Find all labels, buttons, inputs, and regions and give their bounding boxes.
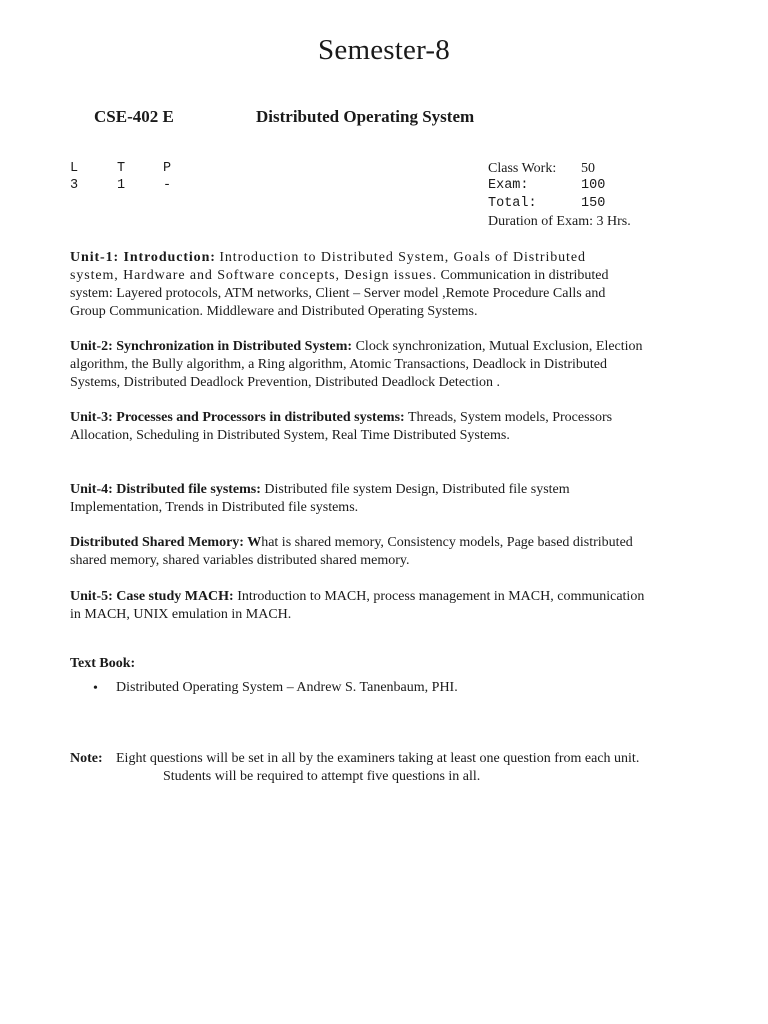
note-label: Note: — [70, 751, 103, 766]
unit-3-text-line: Allocation, Scheduling in Distributed System, Real Time Distributed Systems. — [70, 428, 510, 443]
shared-memory-heading: Distributed Shared Memory: W — [70, 535, 262, 550]
unit-2-heading: Unit-2: Synchronization in Distributed System: — [70, 339, 353, 354]
ltp-value-p: - — [163, 178, 172, 193]
unit-5-text-line: in MACH, UNIX emulation in MACH. — [70, 607, 292, 622]
ltp-label-p: P — [163, 161, 172, 176]
unit-2-text-line: Clock synchronization, Mutual Exclusion, Election — [355, 339, 643, 354]
unit-1-section — [70, 249, 710, 321]
note-text-line: Students will be required to attempt five questions in all. — [163, 769, 481, 784]
unit-1-heading: Unit-1: Introduction: — [70, 250, 216, 265]
page-title: Semester-8 — [318, 34, 450, 66]
unit-1-text-line: Group Communication. Middleware and Distributed Operating Systems. — [70, 304, 478, 319]
unit-1-text-line: Communication in distributed — [440, 268, 609, 283]
note-text-line: Eight questions will be set in all by the examiners taking at least one question from each unit. — [116, 751, 640, 766]
text-book-item: Distributed Operating System – Andrew S. Tanenbaum, PHI. — [116, 680, 458, 695]
ltp-label-l: L — [70, 161, 79, 176]
total-label: Total: — [488, 196, 537, 211]
unit-2-section — [70, 338, 710, 392]
class-work-value: 50 — [581, 161, 595, 176]
unit-5-heading: Unit-5: Case study MACH: — [70, 589, 234, 604]
unit-3-text-line: Threads, System models, Processors — [407, 410, 613, 425]
unit-2-text-line: algorithm, the Bully algorithm, a Ring algorithm, Atomic Transactions, Deadlock in Distributed — [70, 357, 607, 372]
shared-memory-text-line: hat is shared memory, Consistency models, Page based distributed — [261, 535, 633, 550]
unit-1-text-line: system: Layered protocols, ATM networks, Client – Server model ,Remote Procedure Calls and — [70, 286, 606, 301]
exam-label: Exam: — [488, 178, 529, 193]
unit-2-text-line: Systems, Distributed Deadlock Prevention, Distributed Deadlock Detection . — [70, 375, 501, 390]
unit-4-section — [70, 481, 710, 517]
unit-4-heading: Unit-4: Distributed file systems: — [70, 482, 261, 497]
class-work-label: Class Work: — [488, 161, 557, 176]
course-code: CSE-402 E — [94, 107, 174, 126]
bullet-icon: • — [93, 681, 98, 696]
unit-1-text-line: Introduction to Distributed System, Goals of Distributed — [219, 250, 586, 265]
text-book-heading: Text Book: — [70, 656, 136, 671]
unit-5-text-line: Introduction to MACH, process management in MACH, communication — [237, 589, 645, 604]
unit-1-text-line: system, Hardware and Software concepts, Design issues. — [70, 268, 438, 283]
unit-4-text-line: Distributed file system Design, Distributed file system — [264, 482, 570, 497]
shared-memory-text-line: shared memory, shared variables distributed shared memory. — [70, 553, 410, 568]
unit-5-section — [70, 588, 710, 624]
unit-3-section — [70, 409, 710, 445]
ltp-value-t: 1 — [117, 178, 126, 193]
exam-duration: Duration of Exam: 3 Hrs. — [488, 214, 631, 229]
unit-4-text-line: Implementation, Trends in Distributed file systems. — [70, 500, 359, 515]
course-name: Distributed Operating System — [256, 107, 475, 126]
shared-memory-section — [70, 534, 710, 570]
unit-3-heading: Unit-3: Processes and Processors in distributed systems: — [70, 410, 405, 425]
ltp-value-l: 3 — [70, 178, 79, 193]
exam-value: 100 — [581, 178, 606, 193]
ltp-label-t: T — [117, 161, 126, 176]
total-value: 150 — [581, 196, 606, 211]
